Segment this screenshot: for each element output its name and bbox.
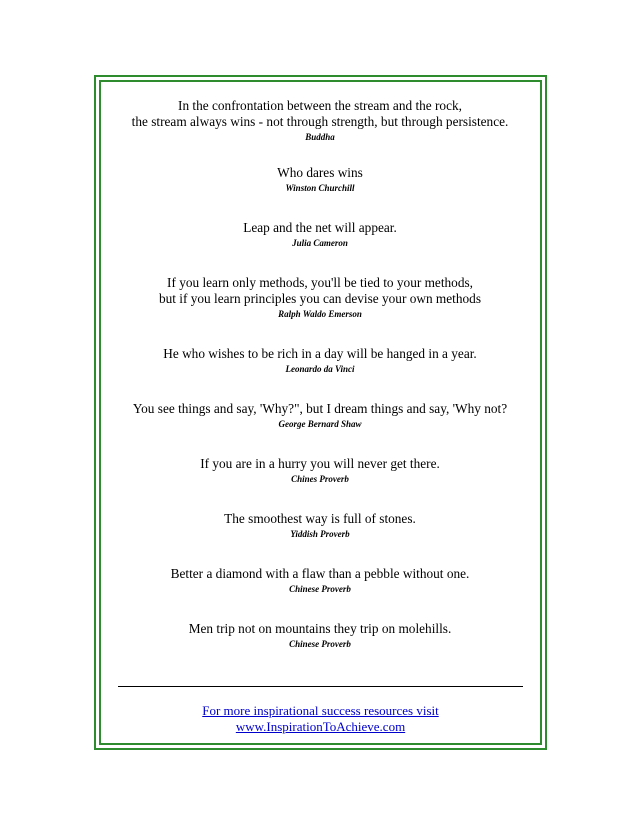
quote-author: Chinese Proverb: [289, 584, 351, 594]
quote-author: Ralph Waldo Emerson: [278, 309, 362, 319]
quote-line: If you learn only methods, you'll be tied to your methods,: [167, 275, 473, 290]
quote-author: Leonardo da Vinci: [285, 364, 355, 374]
quote-3: [118, 220, 522, 249]
quote-1: [118, 98, 522, 143]
quote-author: George Bernard Shaw: [278, 419, 362, 429]
quote-5: [118, 346, 522, 375]
quote-line: You see things and say, 'Why?", but I dream things and say, 'Why not?: [132, 401, 508, 416]
quote-line: In the confrontation between the stream and the rock,: [178, 98, 462, 113]
quote-2: [118, 165, 522, 194]
footer-divider: [118, 686, 523, 687]
quote-line: but if you learn principles you can devise your own methods: [158, 291, 481, 306]
footer: [118, 703, 523, 735]
quote-author: Chinese Proverb: [289, 639, 351, 649]
quote-line: Men trip not on mountains they trip on molehills.: [188, 621, 452, 636]
quote-line: the stream always wins - not through strength, but through persistence.: [131, 114, 509, 129]
quote-line: If you are in a hurry you will never get there.: [200, 456, 440, 471]
quote-author: Julia Cameron: [292, 238, 348, 248]
quote-6: [118, 401, 522, 430]
footer-link[interactable]: For more inspirational success resources visit www.InspirationToAchieve.com: [202, 703, 439, 734]
quote-8: [118, 511, 522, 540]
quote-10: [118, 621, 522, 650]
quote-4: [118, 275, 522, 320]
quote-9: [118, 566, 522, 595]
quote-author: Winston Churchill: [285, 183, 355, 193]
quote-line: Who dares wins: [277, 165, 363, 180]
quote-line: The smoothest way is full of stones.: [224, 511, 416, 526]
quote-line: He who wishes to be rich in a day will be hanged in a year.: [163, 346, 477, 361]
quote-7: [118, 456, 522, 485]
quote-author: Buddha: [305, 132, 335, 142]
quote-author: Yiddish Proverb: [290, 529, 350, 539]
quote-author: Chines Proverb: [291, 474, 349, 484]
quote-line: Better a diamond with a flaw than a pebble without one.: [170, 566, 470, 581]
quote-line: Leap and the net will appear.: [243, 220, 397, 235]
